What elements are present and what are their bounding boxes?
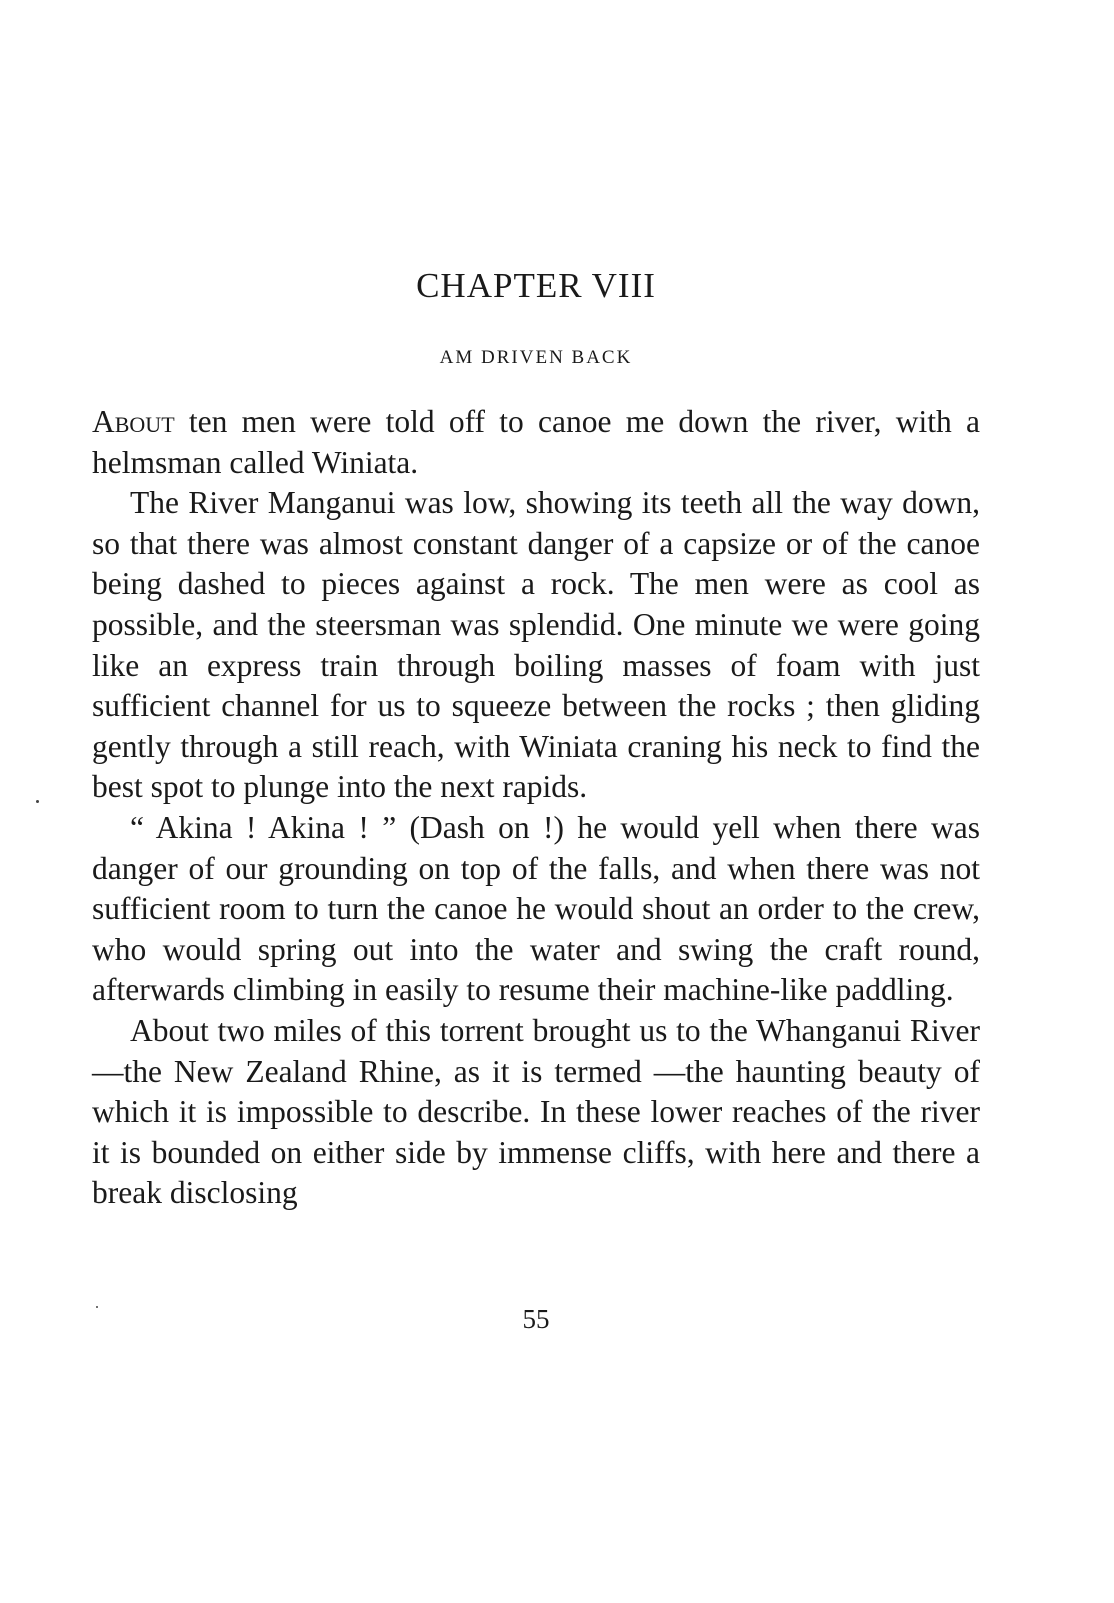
scan-speck bbox=[36, 800, 39, 803]
chapter-title: CHAPTER VIII bbox=[416, 266, 656, 305]
paragraph-4: About two miles of this torrent brought us to the Whanganui River—the New Zealand Rhine, as it is termed —the haunting beauty of which it is impossible to describe. In these lower reaches of the river it is bounded on either side by immense cliffs, with here and there a break disclosing bbox=[92, 1012, 980, 1211]
scan-speck bbox=[96, 1306, 98, 1308]
paragraph-text: ten men were told off to canoe me down the river, with a helmsman called Winiata. bbox=[92, 404, 980, 480]
body-text bbox=[92, 402, 980, 1214]
paragraph-3: “ Akina ! Akina ! ” (Dash on !) he would yell when there was danger of our grounding on top of the falls, and when there was not sufficient room to turn the canoe he would shout an order to the crew, who would spring out into the water and swing the craft round, afterwards climbing in easily to resume their machine-like paddling. bbox=[92, 809, 980, 1008]
page-number: 55 bbox=[522, 1304, 550, 1334]
paragraph-1 bbox=[92, 402, 980, 483]
paragraph-2: The River Manganui was low, showing its teeth all the way down, so that there was almost constant danger of a capsize or of the canoe being dashed to pieces against a rock. The men were as cool as possible, and the steersman was splendid. One minute we were going like an express train through boiling masses of foam with just sufficient channel for us to squeeze between the rocks ; then gliding gently through a still reach, with Winiata craning his neck to find the best spot to plunge into the next rapids. bbox=[92, 485, 980, 805]
chapter-subtitle: AM DRIVEN BACK bbox=[439, 347, 633, 368]
paragraph-lead: About bbox=[92, 404, 175, 439]
